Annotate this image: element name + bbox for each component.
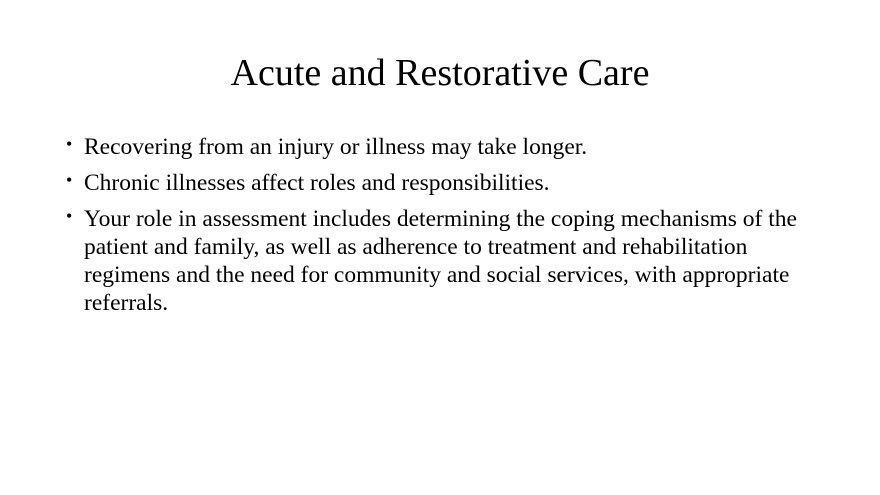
bullet-icon: • bbox=[66, 170, 73, 190]
bullet-text: Chronic illnesses affect roles and responsibilities. bbox=[84, 170, 550, 196]
bullet-list bbox=[66, 133, 826, 325]
bullet-item bbox=[66, 205, 826, 317]
bullet-icon: • bbox=[66, 206, 73, 226]
bullet-text: Recovering from an injury or illness may take longer. bbox=[84, 134, 588, 160]
slide-title: Acute and Restorative Care bbox=[230, 52, 650, 94]
bullet-text: Your role in assessment includes determining the coping mechanisms of the patient and family, as well as adherence to treatment and rehabilitation regimens and the need for community and social services, with appropriate referrals. bbox=[84, 206, 797, 316]
bullet-item bbox=[66, 169, 826, 197]
bullet-item bbox=[66, 133, 826, 161]
bullet-icon: • bbox=[66, 134, 73, 154]
